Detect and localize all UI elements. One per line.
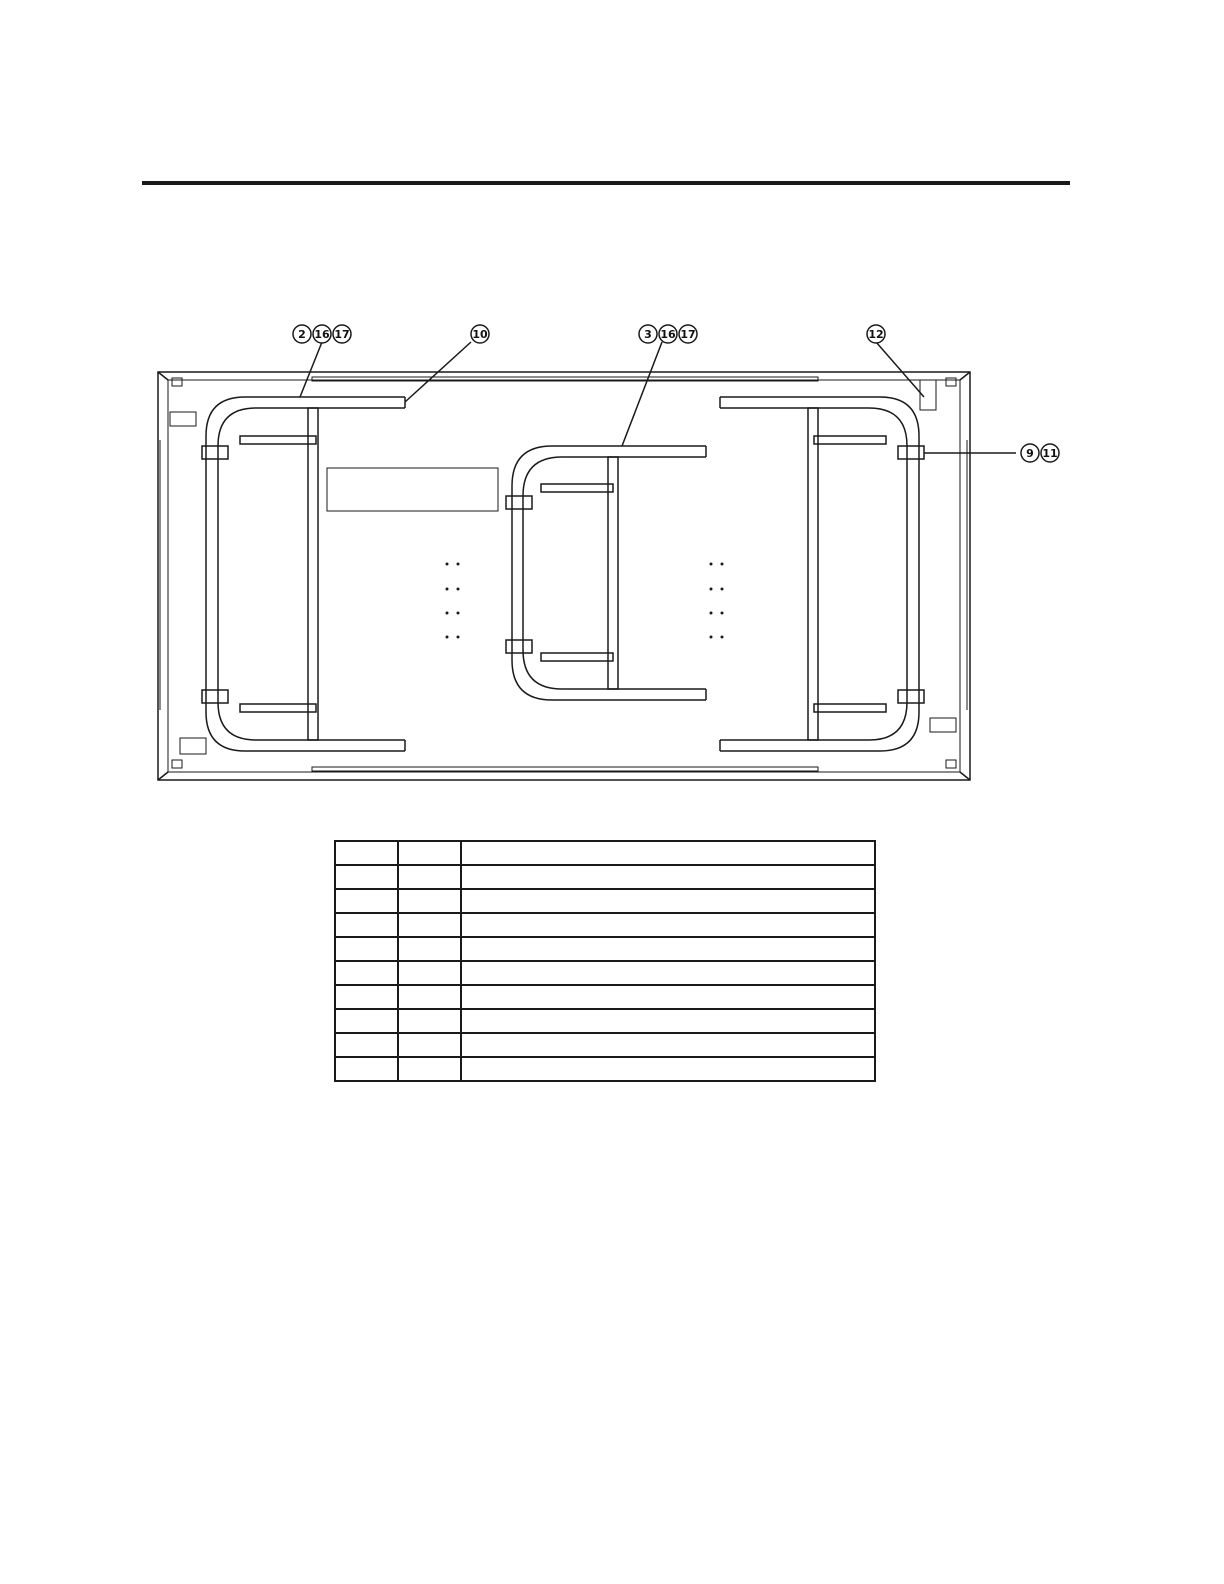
table-cell bbox=[398, 961, 461, 985]
header-rule bbox=[142, 181, 1070, 185]
part-callout-10 bbox=[471, 325, 489, 343]
table-row bbox=[335, 913, 875, 937]
parts-table bbox=[334, 840, 876, 1082]
callout-number: 12 bbox=[868, 328, 884, 341]
table-cell bbox=[461, 865, 875, 889]
callout-number: 17 bbox=[334, 328, 350, 341]
table-cell bbox=[461, 913, 875, 937]
table-cell bbox=[398, 865, 461, 889]
right-frame bbox=[720, 397, 924, 751]
table-row bbox=[335, 841, 875, 865]
callout-number: 9 bbox=[1026, 447, 1034, 460]
table-cell bbox=[398, 889, 461, 913]
callout-number: 16 bbox=[314, 328, 330, 341]
table-cell bbox=[398, 841, 461, 865]
middle-frame bbox=[506, 446, 706, 700]
table-cell bbox=[335, 985, 398, 1009]
table-cell bbox=[335, 961, 398, 985]
table-cell bbox=[461, 1033, 875, 1057]
table-row bbox=[335, 1057, 875, 1081]
table-row bbox=[335, 961, 875, 985]
callout-number: 11 bbox=[1042, 447, 1058, 460]
table-cell bbox=[398, 1057, 461, 1081]
callout-number: 3 bbox=[644, 328, 652, 341]
table-cell bbox=[398, 913, 461, 937]
table-row bbox=[335, 1033, 875, 1057]
table-cell bbox=[335, 937, 398, 961]
table-cell bbox=[335, 1057, 398, 1081]
table-cell bbox=[398, 937, 461, 961]
callout-number: 17 bbox=[680, 328, 696, 341]
table-cell bbox=[335, 865, 398, 889]
part-callout-2-16-17 bbox=[293, 325, 351, 343]
part-callout-12 bbox=[867, 325, 885, 343]
table-cell bbox=[461, 937, 875, 961]
table-row bbox=[335, 1009, 875, 1033]
callout-number: 10 bbox=[472, 328, 488, 341]
left-frame bbox=[202, 397, 405, 751]
part-callout-9-11 bbox=[1021, 444, 1059, 462]
table-cell bbox=[461, 961, 875, 985]
table-cell bbox=[335, 841, 398, 865]
table-cell bbox=[335, 1009, 398, 1033]
table-frame-diagram bbox=[0, 300, 1224, 800]
table-cell bbox=[461, 841, 875, 865]
label-plate bbox=[327, 468, 498, 511]
table-cell bbox=[461, 1009, 875, 1033]
table-cell bbox=[398, 985, 461, 1009]
callout-number: 16 bbox=[660, 328, 676, 341]
table-cell bbox=[398, 1009, 461, 1033]
table-cell bbox=[335, 1033, 398, 1057]
table-cell bbox=[335, 889, 398, 913]
table-cell bbox=[335, 913, 398, 937]
table-cell bbox=[398, 1033, 461, 1057]
part-callout-3-16-17 bbox=[639, 325, 697, 343]
callout-number: 2 bbox=[298, 328, 306, 341]
table-cell bbox=[461, 1057, 875, 1081]
table-row bbox=[335, 865, 875, 889]
table-cell bbox=[461, 985, 875, 1009]
panel-outline bbox=[158, 372, 970, 780]
panel-inner bbox=[168, 380, 960, 772]
table-row bbox=[335, 985, 875, 1009]
table-cell bbox=[461, 889, 875, 913]
table-row bbox=[335, 889, 875, 913]
table-row bbox=[335, 937, 875, 961]
